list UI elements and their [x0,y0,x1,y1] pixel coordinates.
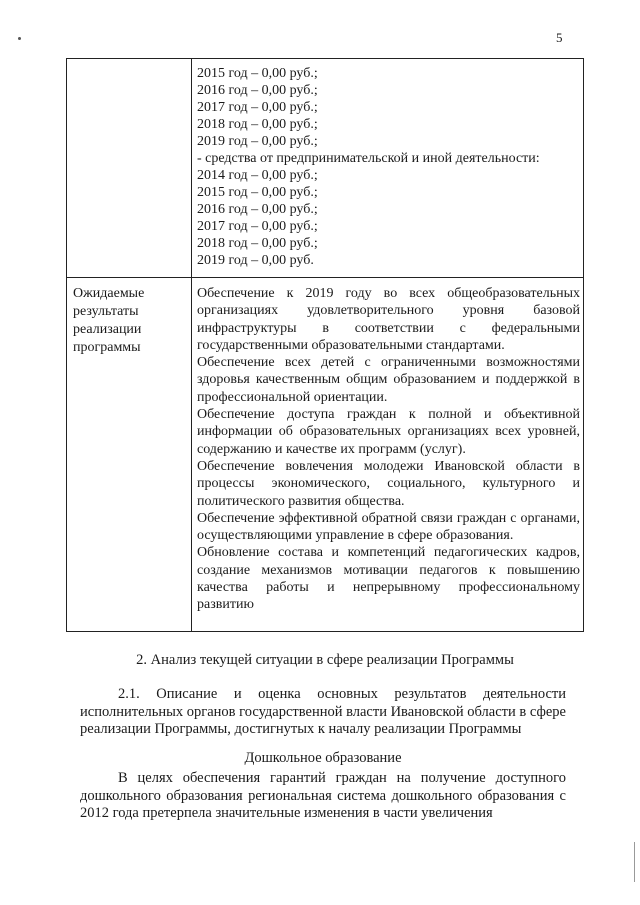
funding-line: 2014 год – 0,00 руб.; [197,168,318,183]
result-item: Обеспечение эффективной обратной связи граждан с органами, осуществляющими управление в сфере образования. [197,510,580,544]
table-column-divider [191,59,192,631]
passport-table [66,58,584,632]
table-row-divider [67,277,583,278]
funding-line: 2018 год – 0,00 руб.; [197,117,318,132]
funding-line: 2019 год – 0,00 руб. [197,253,314,268]
results-label: Ожидаемые результаты реализации программы [73,286,145,355]
funding-line: 2018 год – 0,00 руб.; [197,236,318,251]
funding-line: 2015 год – 0,00 руб.; [197,185,318,200]
results-cell [197,285,580,614]
funding-line: 2015 год – 0,00 руб.; [197,66,318,81]
page-number: 5 [556,30,563,45]
body-paragraph: В целях обеспечения гарантий граждан на получение доступного дошкольного образования региональная система дошкольного образования с 2012 года претерпела значительные изменения в части увеличения [80,770,566,821]
funding-line: 2017 год – 0,00 руб.; [197,100,318,115]
result-item: Обеспечение всех детей с ограниченными возможностями здоровья качественным общим образованием и поддержкой в профессиональной ориентации. [197,355,580,405]
funding-line: - средства от предпринимательской и иной деятельности: [197,151,540,166]
scan-edge-mark [634,842,635,882]
funding-line: 2016 год – 0,00 руб.; [197,202,318,217]
subheading: Дошкольное образование [244,750,402,766]
result-item: Обеспечение к 2019 году во всех общеобразовательных организациях удовлетворительного уровня базовой инфраструктуры в соответствии с федеральными государственными образовательными стандартами. [197,286,580,353]
subsection-text: 2.1. Описание и оценка основных результатов деятельности исполнительных органов государственной власти Ивановской области в сфере реализации Программы, достигнутых к началу реализации Программы [80,686,566,737]
scan-mark [18,37,21,40]
result-item: Обеспечение вовлечения молодежи Ивановской области в процессы экономического, социального, культурного и политического развития общества. [197,458,580,509]
funding-line: 2019 год – 0,00 руб.; [197,134,318,149]
funding-line: 2016 год – 0,00 руб.; [197,83,318,98]
result-item: Обеспечение доступа граждан к полной и объективной информации об образовательных организациях всех уровней, содержанию и качестве их программ (услуг). [197,407,580,457]
funding-cell [197,65,581,269]
funding-line: 2017 год – 0,00 руб.; [197,219,318,234]
result-item: Обновление состава и компетенций педагогических кадров, создание механизмов мотивации педагогов к повышению качества работы и непрерывному профессиональному развитию [197,545,580,613]
section-title: 2. Анализ текущей ситуации в сфере реализации Программы [136,652,514,668]
